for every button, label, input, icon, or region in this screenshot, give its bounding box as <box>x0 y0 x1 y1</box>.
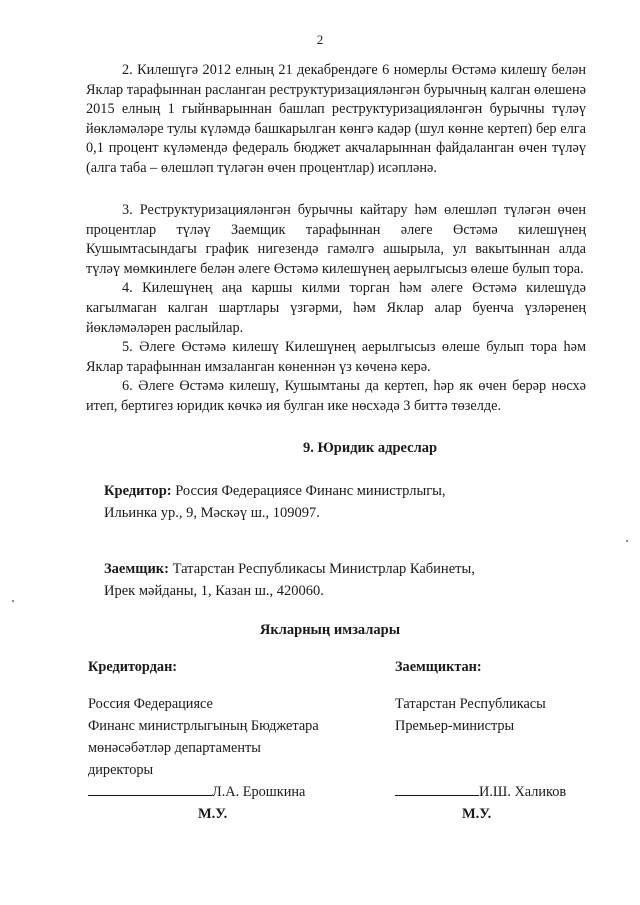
page-number: 2 <box>316 32 324 47</box>
creditor-signature-block <box>88 656 319 803</box>
creditor-signer-name: Л.А. Ерошкина <box>212 784 306 800</box>
seal-place-right: М.У. <box>462 806 492 822</box>
creditor-signature-row <box>88 781 319 803</box>
paragraph-text: 2. Килешүгә 2012 елның 21 декабрендәге 6 номерлы Өстәмә килешү белән Яклар тарафыннан расланган реструктуризацияләнгән бурычның калган өлешенә 2015 елның 1 гыйнварыннан башлап реструктуризацияләнгән бурычны түләү йөкләмәләре тулы күләмдә башкарылган көнгә кадәр (шул көнне кертеп) бер елга 0,1 процент күләмендә федераль бюджет акчаларыннан файдаланган өчен түләү (алга таба – өлешләп түләгән өчен процентлар) исәпләнә. <box>86 62 586 176</box>
borrower-signer-line-2: Премьер-министры <box>395 718 515 734</box>
creditor-name: Россия Федерациясе Финанс министрлыгы, <box>171 483 446 499</box>
spacer <box>395 737 566 781</box>
creditor-signer-line-4: директоры <box>88 762 154 778</box>
creditor-signer-line-2: Финанс министрлыгының Бюджетара <box>88 718 319 734</box>
borrower-signer-name: И.Ш. Халиков <box>479 784 567 800</box>
scan-speck <box>12 600 14 602</box>
creditor-block <box>104 480 446 524</box>
borrower-label: Заемщик: <box>104 561 169 577</box>
paragraph-2 <box>86 61 586 179</box>
paragraph-5: 5. Әлеге Өстәмә килешү Килешүнең аерылгысыз өлеше булып тора һәм Яклар тарафыннан имзаланган көненнән үз көченә керә. <box>86 339 586 375</box>
legal-addresses-heading: 9. Юридик адреслар <box>302 440 438 456</box>
signatures-heading: Якларның имзалары <box>259 622 401 638</box>
creditor-name-line <box>104 480 446 502</box>
borrower-address: Ирек мәйданы, 1, Казан ш., 420060. <box>104 583 324 599</box>
creditor-signer-line-1: Россия Федерациясе <box>88 696 213 712</box>
creditor-signer-line-3: мөнәсәбәтләр департаменты <box>88 740 261 756</box>
creditor-signature-line <box>88 781 212 796</box>
creditor-address: Ильинка ур., 9, Мәскәү ш., 109097. <box>104 505 320 521</box>
creditor-signature-header: Кредитордан: <box>88 659 178 675</box>
borrower-name-line <box>104 558 475 580</box>
creditor-label: Кредитор: <box>104 483 172 499</box>
borrower-name: Татарстан Республикасы Министрлар Кабинеты, <box>169 561 475 577</box>
borrower-signature-block <box>395 656 566 803</box>
borrower-signature-line <box>395 781 479 796</box>
paragraphs-3-6 <box>86 201 586 417</box>
paragraph-4: 4. Килешүнең аңа каршы килми торган һәм әлеге Өстәмә килешүдә кагылмаган калган шартлары үзгәрми, һәм Яклар алар буенча үзләренең йөкләмәләрен раслыйлар. <box>86 280 586 336</box>
borrower-signer-line-1: Татарстан Республикасы <box>395 696 546 712</box>
paragraph-6: 6. Әлеге Өстәмә килешү, Кушымтаны да кертеп, һәр як өчен берәр нөсхә итеп, бертигез юридик көчкә ия булган ике нөсхәдә 3 биттә төзелде. <box>86 378 586 414</box>
scan-speck <box>626 540 628 542</box>
borrower-signature-row <box>395 781 566 803</box>
borrower-signature-header: Заемщиктан: <box>395 659 482 675</box>
borrower-block <box>104 558 475 602</box>
seal-place-left: М.У. <box>198 806 228 822</box>
paragraph-3: 3. Реструктуризацияләнгән бурычны кайтару һәм өлешләп түләгән өчен процентлар түләү Заемщик тарафыннан әлеге Өстәмә килешүнең Кушымтасындагы график нигезендә гамәлгә ашырыла, ул вакытыннан алда түләү мөмкинлеге белән әлеге Өстәмә килешүнең аерылгысыз өлеше булып тора. <box>86 202 586 277</box>
